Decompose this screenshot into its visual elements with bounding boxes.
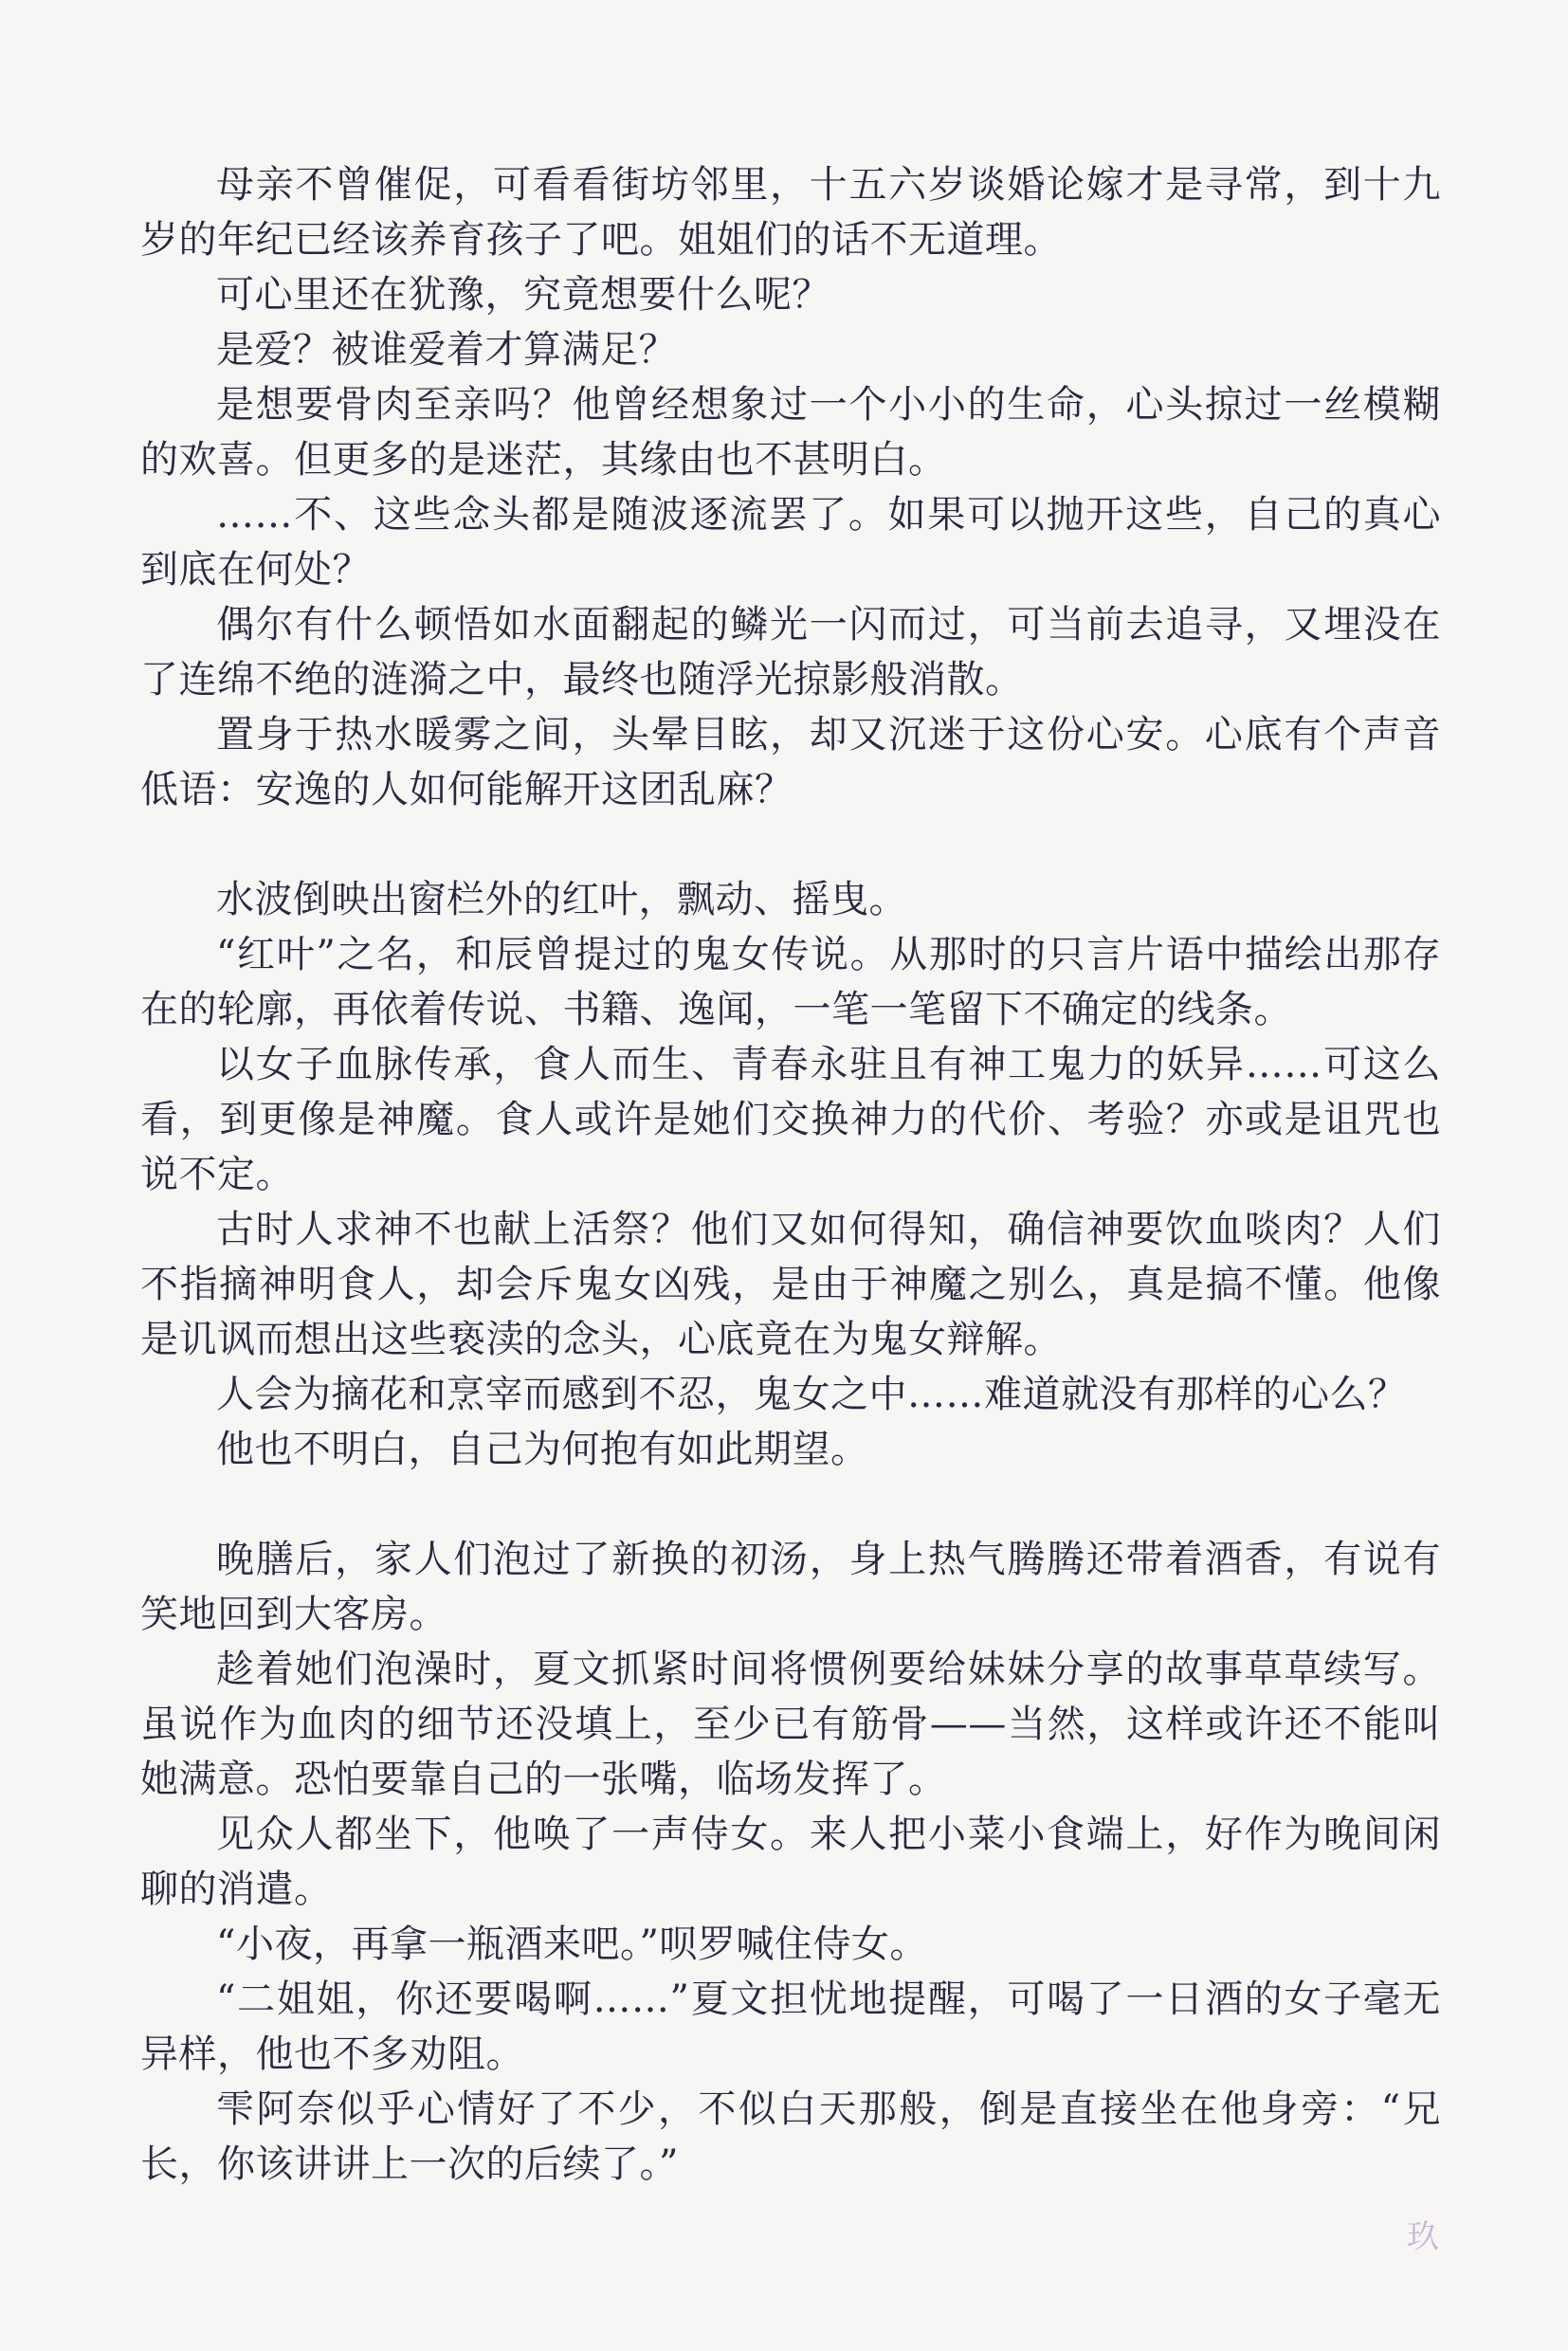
paragraph: “小夜，再拿一瓶酒来吧。”呗罗喊住侍女。 [216, 1923, 928, 1966]
paragraph: 置身于热水暖雾之间，头晕目眩，却又沉迷于这份心安。心底有个声音低语：安逸的人如何能解开这团乱麻？ [140, 713, 1441, 811]
text-section-3 [140, 1532, 1441, 2192]
paragraph: “红叶”之名，和辰曾提过的鬼女传说。从那时的只言片语中描绘出那存在的轮廓，再依着传说、书籍、逸闻，一笔一笔留下不确定的线条。 [140, 933, 1441, 1031]
text-section-2 [140, 872, 1441, 1477]
paragraph: 是爱？被谁爱着才算满足？ [216, 328, 677, 372]
page-number: 玖 [1407, 2218, 1439, 2256]
paragraph: 偶尔有什么顿悟如水面翻起的鳞光一闪而过，可当前去追寻，又埋没在了连绵不绝的涟漪之中，最终也随浮光掠影般消散。 [140, 603, 1441, 702]
section-break [140, 1477, 1441, 1532]
paragraph: 古时人求神不也献上活祭？他们又如何得知，确信神要饮血啖肉？人们不指摘神明食人，却会斥鬼女凶残，是由于神魔之别么，真是搞不懂。他像是讥讽而想出这些亵渎的念头，心底竟在为鬼女辩解。 [140, 1208, 1441, 1361]
paragraph: 雫阿奈似乎心情好了不少，不似白天那般，倒是直接坐在他身旁：“兄长，你该讲讲上一次的后续了。” [140, 2087, 1441, 2186]
paragraph: 他也不明白，自己为何抱有如此期望。 [216, 1428, 869, 1471]
paragraph: 以女子血脉传承，食人而生、青春永驻且有神工鬼力的妖异……可这么看，到更像是神魔。食人或许是她们交换神力的代价、考验？亦或是诅咒也说不定。 [140, 1043, 1441, 1196]
paragraph: 母亲不曾催促，可看看街坊邻里，十五六岁谈婚论嫁才是寻常，到十九岁的年纪已经该养育孩子了吧。姐姐们的话不无道理。 [140, 163, 1441, 262]
paragraph: 趁着她们泡澡时，夏文抓紧时间将惯例要给妹妹分享的故事草草续写。虽说作为血肉的细节还没填上，至少已有筋骨——当然，这样或许还不能叫她满意。恐怕要靠自己的一张嘴，临场发挥了。 [140, 1648, 1441, 1801]
paragraph: 人会为摘花和烹宰而感到不忍，鬼女之中……难道就没有那样的心么？ [216, 1373, 1407, 1416]
paragraph: 水波倒映出窗栏外的红叶，飘动、摇曳。 [216, 878, 907, 921]
paragraph: “二姐姐，你还要喝啊……”夏文担忧地提醒，可喝了一日酒的女子毫无异样，他也不多劝阻。 [140, 1977, 1441, 2076]
text-section-1 [140, 157, 1441, 817]
paragraph: 是想要骨肉至亲吗？他曾经想象过一个小小的生命，心头掠过一丝模糊的欢喜。但更多的是迷茫，其缘由也不甚明白。 [140, 383, 1441, 482]
paragraph: 可心里还在犹豫，究竟想要什么呢？ [216, 273, 830, 317]
page-body [140, 157, 1441, 2192]
paragraph: 见众人都坐下，他唤了一声侍女。来人把小菜小食端上，好作为晚间闲聊的消遣。 [140, 1813, 1441, 1911]
paragraph: 晚膳后，家人们泡过了新换的初汤，身上热气腾腾还带着酒香，有说有笑地回到大客房。 [140, 1538, 1441, 1636]
section-break [140, 817, 1441, 872]
paragraph: ……不、这些念头都是随波逐流罢了。如果可以抛开这些，自己的真心到底在何处？ [140, 493, 1441, 592]
